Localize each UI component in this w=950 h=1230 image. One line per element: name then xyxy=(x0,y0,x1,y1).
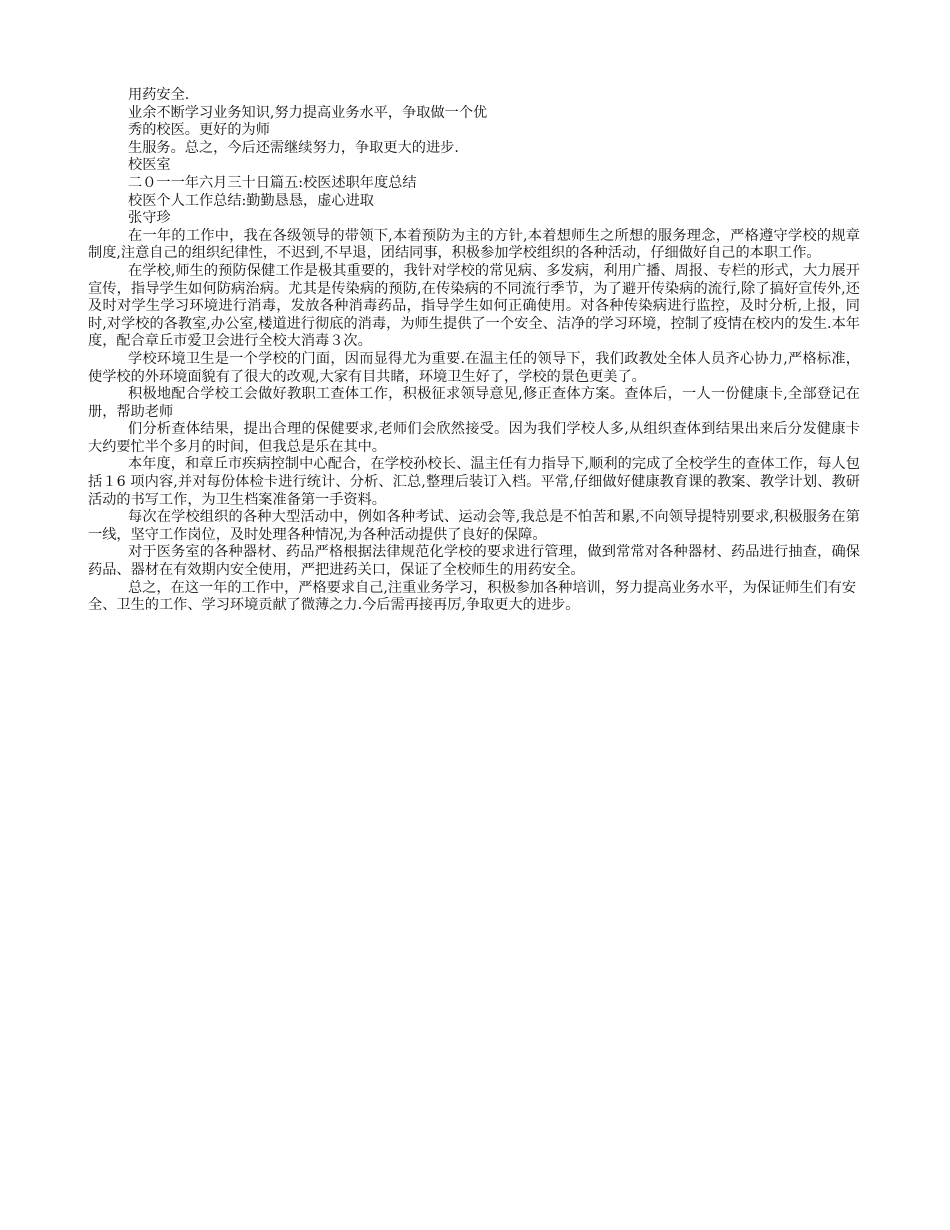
paragraph: 本年度，和章丘市疾病控制中心配合，在学校孙校长、温主任有力指导下,顺利的完成了全校学生的查体工作，每人包括１6 项内容,并对每份体检卡进行统计、分析、汇总,整理后装订入档。平常,仔细做好健康教育课的教案、教学计划、教研活动的书写工作，为卫生档案准备第一手资料。 xyxy=(88,456,860,508)
text-line: 业余不断学习业务知识,努力提高业务水平，争取做一个优 xyxy=(128,104,488,121)
paragraph: 总之，在这一年的工作中，严格要求自己,注重业务学习，积极参加各种培训，努力提高业务水平，为保证师生们有安全、卫生的工作、学习环境贡献了微薄之力.今后需再接再厉,争取更大的进步。 xyxy=(88,579,857,614)
paragraph: 在一年的工作中，我在各级领导的带领下,本着预防为主的方针,本着想师生之所想的服务理念，严格遵守学校的规章制度,注意自己的组织纪律性，不迟到,不早退，团结同事，积极参加学校组织的各种活动，仔细做好自己的本职工作。 xyxy=(88,227,860,262)
paragraph: 在学校,师生的预防保健工作是极其重要的，我针对学校的常见病、多发病，利用广播、周报、专栏的形式，大力展开宣传，指导学生如何防病治病。尤其是传染病的预防,在传染病的不同流行季节，为了避开传染病的流行,除了搞好宣传外,还及时对学生学习环境进行消毒，发放各种消毒药品，指导学生如何正确使用。对各种传染病进行监控，及时分析,上报，同时,对学校的各教室,办公室,楼道进行彻底的消毒，为师生提供了一个安全、洁净的学习环境，控制了疫情在校内的发生.本年度，配合章丘市爱卫会进行全校大消毒３次。 xyxy=(88,262,860,350)
paragraph: 们分析查体结果，提出合理的保健要求,老师们会欣然接受。因为我们学校人多,从组织查体到结果出来后分发健康卡大约要忙半个多月的时间，但我总是乐在其中。 xyxy=(88,421,860,455)
signature-office: 校医室 xyxy=(128,157,171,174)
text-line: 秀的校医。更好的为师 xyxy=(128,122,270,139)
author-name: 张守珍 xyxy=(128,210,171,227)
document-body xyxy=(88,87,860,615)
document-title: 校医个人工作总结:勤勤恳恳，虚心进取 xyxy=(128,192,374,209)
paragraph: 积极地配合学校工会做好教职工查体工作，积极征求领导意见,修正查体方案。查体后，一人一份健康卡,全部登记在册，帮助老师 xyxy=(88,386,860,420)
paragraph: 对于医务室的各种器材、药品严格根据法律规范化学校的要求进行管理，做到常常对各种器材、药品进行抽查，确保药品、器材在有效期内安全使用，严把进药关口，保证了全校师生的用药安全。 xyxy=(88,544,860,579)
text-line: 用药安全. xyxy=(128,87,190,103)
date-and-section-title: 二０一一年六月三十日篇五:校医述职年度总结 xyxy=(128,174,417,191)
paragraph: 学校环境卫生是一个学校的门面，因而显得尤为重要.在温主任的领导下，我们政教处全体人员齐心协力,严格标准，使学校的外环境面貌有了很大的改观,大家有目共睹，环境卫生好了，学校的景色更美了。 xyxy=(88,350,860,385)
paragraph: 每次在学校组织的各种大型活动中，例如各种考试、运动会等,我总是不怕苦和累,不向领导提特别要求,积极服务在第一线，坚守工作岗位，及时处理各种情况,为各种活动提供了良好的保障。 xyxy=(88,509,860,543)
text-line: 生服务。总之，今后还需继续努力，争取更大的进步. xyxy=(128,139,459,156)
